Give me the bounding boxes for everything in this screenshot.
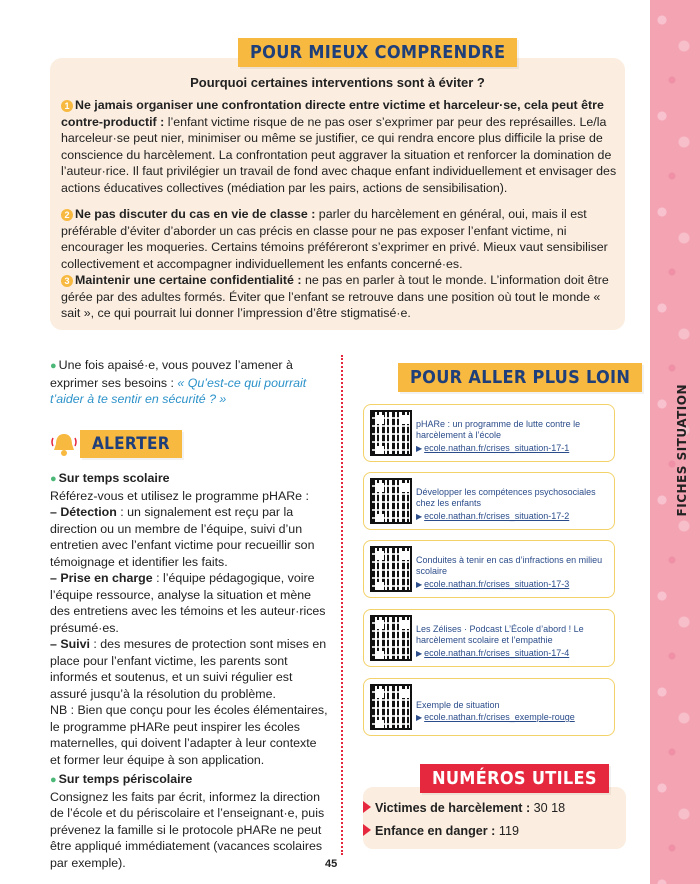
- prise-label: – Prise en charge: [50, 571, 153, 585]
- resource-title: Développer les compétences psychosociales chez les enfants: [416, 487, 596, 508]
- useful-value: 30 18: [530, 801, 566, 815]
- qr-code-icon[interactable]: [370, 410, 412, 456]
- understand-item-1-text: l’enfant victime risque de ne pas oser s’exprimer par peur des représailles. Le/la harceleur·se peut nier, minimiser ou même se justifier, ce qui rendra encore plus difficile la prise de conscience du harcèlement. La confrontation peut aggraver la situation et renforcer la domination de l’auteur·rice. Il faut privilégier un travail de fond avec chaque enfant individuellement et envisager des actions éducatives collectives (médiation par les pairs, actions de sensibilisation).: [61, 114, 617, 195]
- resource-title: Exemple de situation: [416, 700, 500, 710]
- resource-link[interactable]: ▶ ecole.nathan.fr/crises_exemple-rouge: [416, 712, 575, 722]
- useful-label: Enfance en danger :: [375, 824, 496, 838]
- prise-paragraph: [50, 570, 330, 636]
- play-arrow-icon: ▶: [416, 512, 423, 521]
- resource-title: Les Zélises · Podcast L’École d’abord ! Le harcèlement scolaire et l’empathie: [416, 624, 584, 645]
- further-heading: POUR ALLER PLUS LOIN: [398, 363, 642, 392]
- alert-heading: ALERTER: [80, 430, 182, 458]
- side-label: FICHES SITUATION: [675, 384, 689, 517]
- resource-link[interactable]: ▶ ecole.nathan.fr/crises_situation-17-1: [416, 443, 570, 453]
- intro-quote: « Qu’est-ce qui pourrait t’aider à te sentir en sécurité ? »: [50, 375, 307, 406]
- understand-item-1: [61, 97, 617, 196]
- understand-item-2: [61, 206, 617, 272]
- resource-card[interactable]: [363, 472, 615, 530]
- peri-title: Sur temps périscolaire: [58, 772, 193, 786]
- alert-section: [50, 470, 330, 871]
- understand-item-2-bold: Ne pas discuter du cas en vie de classe :: [75, 207, 316, 221]
- number-badge: 1: [61, 100, 73, 112]
- understand-item-3-text: ne pas en parler à tout le monde. L’information doit être gérée par des adultes formés. Éviter que l’enfant se retrouve dans une position où tout le monde « sait », ce qui pourrait lui donner l’impression d’être stigmatisé·e.: [61, 273, 609, 320]
- understand-item-2-text: parler du harcèlement en général, oui, mais il est préférable d’éviter d’aborder un cas précis en classe pour ne pas exposer l’enfant victime, ni encourager les moqueries. Certains témoins préféreront s’exprimer en privé. Mieux vaut sensibiliser collectivement et accompagner individuellement les enfants concerné·es.: [61, 207, 608, 271]
- peri-title-row: [50, 771, 330, 789]
- bell-icon: [50, 430, 78, 458]
- play-arrow-icon: ▶: [416, 580, 423, 589]
- detection-label: – Détection: [50, 505, 117, 519]
- play-arrow-icon: ▶: [416, 444, 423, 453]
- play-arrow-icon: ▶: [416, 649, 423, 658]
- resource-card[interactable]: [363, 540, 615, 598]
- play-arrow-icon: ▶: [416, 713, 423, 722]
- understand-item-3-bold: Maintenir une certaine confidentialité :: [75, 273, 302, 287]
- understand-title: Pourquoi certaines interventions sont à éviter ?: [190, 75, 485, 90]
- useful-row: [363, 824, 519, 838]
- detection-text: : un signalement est reçu par la direction ou un membre de l’équipe, suivi d’un entretien avec l’enfant victime pour recueillir son témoignage et identifier les faits.: [50, 505, 315, 569]
- bullet-icon: ●: [50, 360, 57, 372]
- useful-numbers-box: [363, 787, 626, 849]
- bullet-icon: ●: [50, 473, 57, 485]
- red-arrow-icon: [363, 824, 371, 836]
- resource-card[interactable]: [363, 678, 615, 736]
- prise-text: : l’équipe pédagogique, voire l’équipe ressource, analyse la situation et mène des entretiens avec les témoins et les auteur·rices présumé·es.: [50, 571, 326, 635]
- bullet-icon: ●: [50, 774, 57, 786]
- detection-paragraph: [50, 504, 330, 570]
- number-badge: 3: [61, 275, 73, 287]
- page-number: 45: [325, 858, 338, 870]
- useful-heading: NUMÉROS UTILES: [420, 764, 609, 793]
- number-badge: 2: [61, 209, 73, 221]
- resource-card[interactable]: [363, 404, 615, 462]
- nb-paragraph: NB : Bien que conçu pour les écoles élémentaires, le programme pHARe peut inspirer les écoles maternelles, qui doivent l’adapter à leur contexte et former leur équipe à son application.: [50, 703, 328, 767]
- suivi-paragraph: [50, 636, 330, 702]
- side-strip: [650, 0, 700, 884]
- peri-text: Consignez les faits par écrit, informez la direction de l’école et du périscolaire et l’enseignant·e, puis prévenez la famille si le protocole pHARe ne peut être appliqué immédiatement (vacances scolaires par exemple).: [50, 789, 325, 870]
- resource-link[interactable]: ▶ ecole.nathan.fr/crises_situation-17-4: [416, 648, 570, 658]
- useful-row: [363, 801, 565, 815]
- suivi-label: – Suivi: [50, 637, 90, 651]
- useful-label: Victimes de harcèlement :: [375, 801, 531, 815]
- resource-link[interactable]: ▶ ecole.nathan.fr/crises_situation-17-2: [416, 511, 570, 521]
- resource-title: Conduites à tenir en cas d’infractions en milieu scolaire: [416, 555, 603, 576]
- useful-value: 119: [495, 824, 519, 838]
- resource-link[interactable]: ▶ ecole.nathan.fr/crises_situation-17-3: [416, 579, 570, 589]
- school-title-row: [50, 470, 330, 488]
- column-separator: [341, 355, 343, 855]
- school-title: Sur temps scolaire: [58, 471, 170, 485]
- qr-code-icon[interactable]: [370, 615, 412, 661]
- understand-heading: POUR MIEUX COMPRENDRE: [238, 38, 517, 67]
- intro-paragraph: [50, 357, 330, 408]
- school-intro: Référez-vous et utilisez le programme pHARe :: [50, 488, 309, 503]
- intro-text: Une fois apaisé·e, vous pouvez l’amener à exprimer ses besoins :: [50, 358, 293, 390]
- qr-code-icon[interactable]: [370, 546, 412, 592]
- suivi-text: : des mesures de protection sont mises en place pour l’enfant victime, les parents sont informés et soutenus, et un suivi régulier est assuré jusqu’à la résolution du problème.: [50, 637, 327, 701]
- resource-title: pHARe : un programme de lutte contre le harcèlement à l’école: [416, 419, 581, 440]
- qr-code-icon[interactable]: [370, 478, 412, 524]
- red-arrow-icon: [363, 801, 371, 813]
- understand-item-1-bold: Ne jamais organiser une confrontation directe entre victime et harceleur·se, cela peut être contre-productif :: [61, 98, 604, 129]
- resource-card[interactable]: [363, 609, 615, 667]
- understand-item-3: [61, 272, 617, 322]
- qr-code-icon[interactable]: [370, 684, 412, 730]
